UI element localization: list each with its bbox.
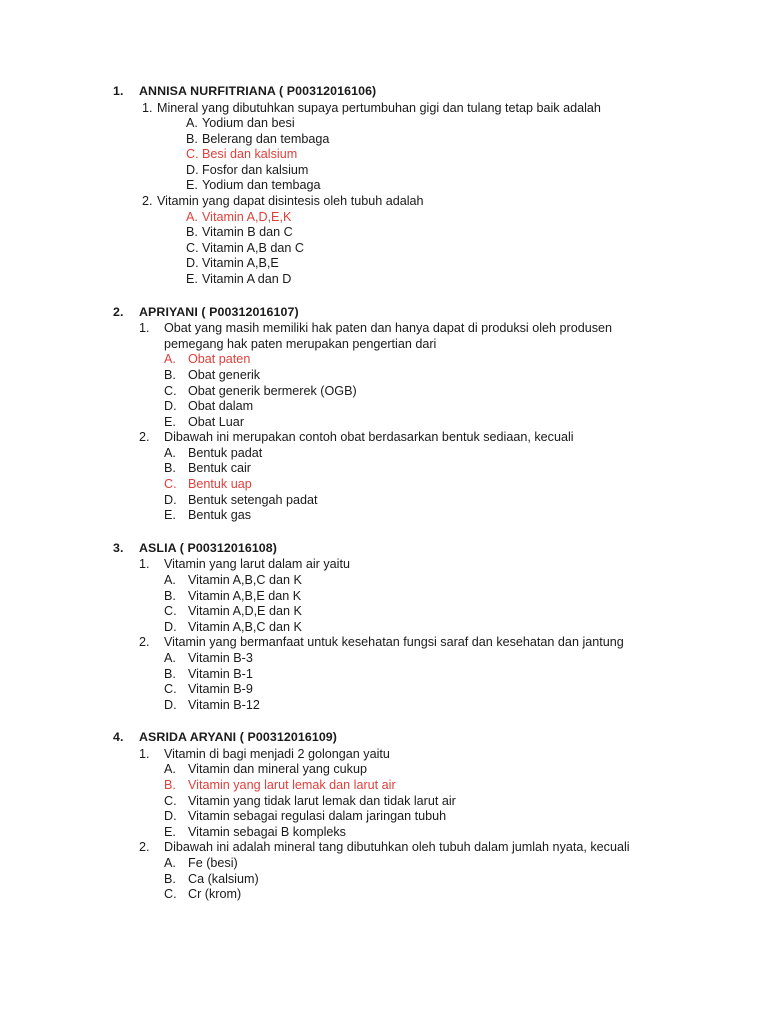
- option-letter: E.: [164, 414, 176, 429]
- student-heading: [113, 730, 670, 746]
- student-answer-list: [113, 84, 670, 903]
- question-number: 2.: [139, 430, 150, 445]
- answer-option[interactable]: [113, 446, 670, 462]
- option-text: Obat generik bermerek (OGB): [188, 383, 357, 398]
- student-name: ASLIA ( P00312016108): [139, 540, 278, 555]
- option-letter: A.: [186, 116, 198, 131]
- option-letter: C.: [186, 240, 199, 255]
- option-text: Vitamin A,D,E dan K: [188, 604, 302, 619]
- option-letter: C.: [164, 383, 177, 398]
- answer-option[interactable]: [113, 399, 670, 415]
- answer-option[interactable]: [113, 493, 670, 509]
- option-text: Vitamin A,B,E: [202, 256, 279, 271]
- option-text: Vitamin dan mineral yang cukup: [188, 762, 367, 777]
- option-text: Fosfor dan kalsium: [202, 162, 309, 177]
- option-letter: D.: [164, 399, 177, 414]
- option-letter: E.: [186, 178, 198, 193]
- option-letter: B.: [164, 666, 176, 681]
- student-number: 1.: [113, 84, 124, 98]
- question: [113, 747, 670, 841]
- answer-option[interactable]: [113, 604, 670, 620]
- option-text: Vitamin B-3: [188, 650, 253, 665]
- option-letter: C.: [164, 477, 177, 492]
- option-text: Yodium dan tembaga: [202, 178, 321, 193]
- question: [113, 101, 670, 195]
- option-letter: B.: [186, 131, 198, 146]
- option-text: Vitamin A,B dan C: [202, 240, 304, 255]
- question-stem: [113, 840, 670, 856]
- answer-option[interactable]: [113, 116, 670, 132]
- option-text: Bentuk uap: [188, 477, 252, 492]
- answer-option[interactable]: [113, 698, 670, 714]
- option-text: Obat dalam: [188, 399, 254, 414]
- question-stem: [113, 557, 670, 573]
- answer-option[interactable]: [113, 887, 670, 903]
- option-letter: C.: [164, 793, 177, 808]
- answer-option[interactable]: [113, 272, 670, 288]
- option-letter: A.: [164, 352, 176, 367]
- answer-option[interactable]: [113, 461, 670, 477]
- option-letter: D.: [164, 809, 177, 824]
- option-letter: D.: [164, 492, 177, 507]
- answer-option[interactable]: [113, 256, 670, 272]
- student-block: [113, 84, 670, 288]
- option-letter: D.: [164, 697, 177, 712]
- option-text: Vitamin sebagai regulasi dalam jaringan tubuh: [188, 809, 447, 824]
- question-text: Vitamin yang larut dalam air yaitu: [164, 557, 350, 572]
- option-text: Vitamin yang tidak larut lemak dan tidak larut air: [188, 793, 456, 808]
- option-letter: A.: [164, 762, 176, 777]
- option-letter: C.: [164, 682, 177, 697]
- answer-option[interactable]: [113, 825, 670, 841]
- option-text: Bentuk cair: [188, 461, 251, 476]
- option-text: Vitamin B dan C: [202, 225, 293, 240]
- question-number: 2.: [139, 840, 150, 855]
- answer-option[interactable]: [113, 762, 670, 778]
- student-heading: [113, 84, 670, 100]
- answer-option-selected[interactable]: [113, 352, 670, 368]
- answer-option[interactable]: [113, 809, 670, 825]
- student-block: [113, 541, 670, 713]
- question-stem: [113, 747, 670, 763]
- answer-option[interactable]: [113, 508, 670, 524]
- question: [113, 557, 670, 635]
- option-text: Vitamin sebagai B kompleks: [188, 824, 346, 839]
- option-letter: E.: [164, 824, 176, 839]
- option-letter: D.: [186, 256, 199, 271]
- question: [113, 635, 670, 713]
- question-number: 2.: [139, 635, 150, 650]
- option-letter: C.: [164, 887, 177, 902]
- option-text: Vitamin A,B,C dan K: [188, 619, 302, 634]
- option-text: Bentuk setengah padat: [188, 492, 318, 507]
- student-block: [113, 305, 670, 524]
- question-stem: [113, 430, 670, 446]
- question-list: [113, 747, 670, 903]
- question-stem: [113, 101, 670, 117]
- answer-option[interactable]: [113, 163, 670, 179]
- answer-option[interactable]: [113, 794, 670, 810]
- answer-option[interactable]: [113, 573, 670, 589]
- question-text: Vitamin di bagi menjadi 2 golongan yaitu: [164, 746, 390, 761]
- answer-option[interactable]: [113, 667, 670, 683]
- answer-option[interactable]: [113, 415, 670, 431]
- question-text: Dibawah ini merupakan contoh obat berdasarkan bentuk sediaan, kecuali: [164, 430, 574, 445]
- answer-option[interactable]: [113, 589, 670, 605]
- question-text: Vitamin yang dapat disintesis oleh tubuh adalah: [157, 194, 424, 209]
- question-text: Dibawah ini adalah mineral tang dibutuhkan oleh tubuh dalam jumlah nyata, kecuali: [164, 840, 630, 855]
- option-letter: B.: [164, 777, 176, 792]
- student-number: 2.: [113, 304, 124, 319]
- answer-option[interactable]: [113, 225, 670, 241]
- answer-option-selected[interactable]: [113, 147, 670, 163]
- option-letter: B.: [186, 225, 198, 240]
- question-number: 1.: [139, 321, 150, 336]
- option-text: Yodium dan besi: [202, 116, 295, 131]
- question-text: Obat yang masih memiliki hak paten dan hanya dapat di produksi oleh produsen pemegang hak paten merupakan pengertian dari: [164, 321, 613, 351]
- option-text: Vitamin A dan D: [202, 272, 292, 287]
- answer-option[interactable]: [113, 384, 670, 400]
- option-letter: E.: [164, 508, 176, 523]
- question-number: 1.: [139, 557, 150, 572]
- option-letter: A.: [164, 572, 176, 587]
- option-letter: A.: [164, 650, 176, 665]
- question-stem: [113, 194, 670, 210]
- option-letter: A.: [164, 855, 176, 870]
- answer-option[interactable]: [113, 651, 670, 667]
- option-letter: D.: [164, 619, 177, 634]
- option-text: Vitamin A,D,E,K: [202, 209, 292, 224]
- answer-option-selected[interactable]: [113, 778, 670, 794]
- option-text: Vitamin A,B,E dan K: [188, 588, 302, 603]
- option-text: Besi dan kalsium: [202, 147, 298, 162]
- option-text: Vitamin B-1: [188, 666, 253, 681]
- student-heading: [113, 305, 670, 321]
- student-block: [113, 730, 670, 902]
- option-letter: B.: [164, 588, 176, 603]
- answer-option[interactable]: [113, 241, 670, 257]
- student-name: ASRIDA ARYANI ( P00312016109): [139, 730, 338, 745]
- question-stem: [113, 321, 670, 352]
- option-text: Vitamin A,B,C dan K: [188, 572, 302, 587]
- option-text: Obat paten: [188, 352, 251, 367]
- option-letter: C.: [164, 604, 177, 619]
- student-heading: [113, 541, 670, 557]
- student-number: 4.: [113, 730, 124, 745]
- question: [113, 321, 670, 430]
- answer-option-selected[interactable]: [113, 210, 670, 226]
- option-letter: A.: [186, 209, 198, 224]
- answer-option[interactable]: [113, 682, 670, 698]
- option-text: Ca (kalsium): [188, 871, 259, 886]
- question-list: [113, 101, 670, 288]
- student-number: 3.: [113, 540, 124, 555]
- option-text: Cr (krom): [188, 887, 242, 902]
- question-number: 2.: [142, 194, 153, 209]
- student-name: ANNISA NURFITRIANA ( P00312016106): [139, 84, 377, 98]
- question: [113, 194, 670, 288]
- student-name: APRIYANI ( P00312016107): [139, 304, 299, 319]
- option-letter: C.: [186, 147, 199, 162]
- answer-option[interactable]: [113, 132, 670, 148]
- answer-option[interactable]: [113, 856, 670, 872]
- question-stem: [113, 635, 670, 651]
- option-letter: A.: [164, 445, 176, 460]
- question-number: 1.: [139, 746, 150, 761]
- answer-option-selected[interactable]: [113, 477, 670, 493]
- answer-option[interactable]: [113, 872, 670, 888]
- option-text: Vitamin B-12: [188, 697, 260, 712]
- option-text: Fe (besi): [188, 855, 238, 870]
- option-letter: E.: [186, 272, 198, 287]
- option-letter: B.: [164, 871, 176, 886]
- answer-option[interactable]: [113, 178, 670, 194]
- option-letter: B.: [164, 461, 176, 476]
- option-text: Obat Luar: [188, 414, 245, 429]
- answer-option[interactable]: [113, 620, 670, 636]
- option-text: Vitamin B-9: [188, 682, 253, 697]
- question: [113, 840, 670, 902]
- question-list: [113, 321, 670, 524]
- question-list: [113, 557, 670, 713]
- option-text: Bentuk padat: [188, 445, 263, 460]
- option-text: Belerang dan tembaga: [202, 131, 330, 146]
- option-letter: D.: [186, 162, 199, 177]
- answer-option[interactable]: [113, 368, 670, 384]
- question-number: 1.: [142, 100, 153, 115]
- option-text: Obat generik: [188, 367, 261, 382]
- option-text: Bentuk gas: [188, 508, 252, 523]
- option-letter: B.: [164, 367, 176, 382]
- question: [113, 430, 670, 524]
- question-text: Vitamin yang bermanfaat untuk kesehatan fungsi saraf dan kesehatan dan jantung: [164, 635, 624, 650]
- option-text: Vitamin yang larut lemak dan larut air: [188, 777, 396, 792]
- question-text: Mineral yang dibutuhkan supaya pertumbuhan gigi dan tulang tetap baik adalah: [157, 100, 601, 115]
